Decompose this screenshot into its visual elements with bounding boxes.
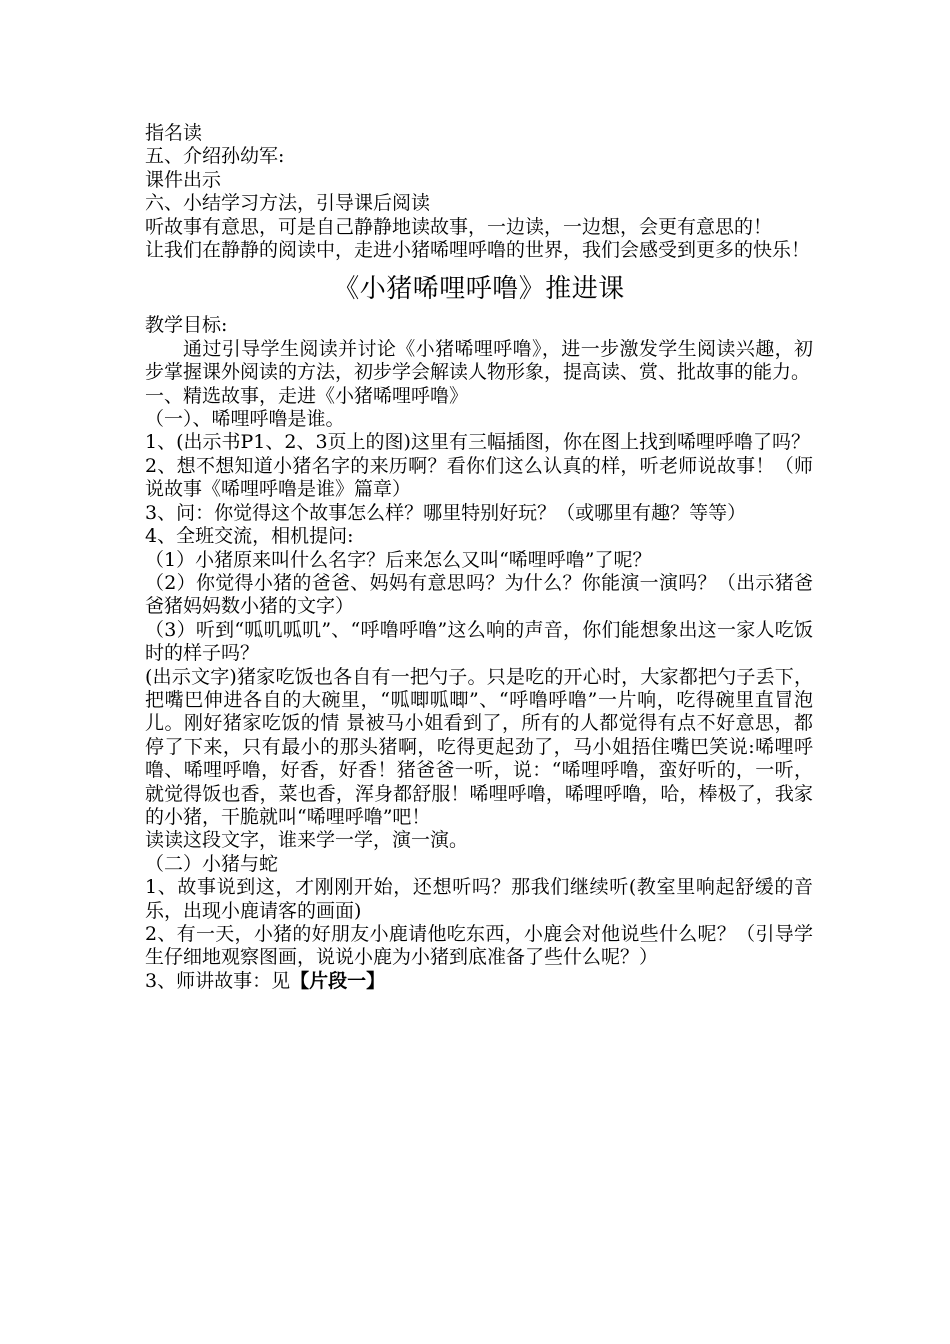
step-2-1: 1、故事说到这，才刚刚开始，还想听吗？那我们继续听(教室里响起舒缓的音乐，出现小鹿请客的画面) bbox=[145, 876, 813, 922]
intro-line-4: 六、小结学习方法，引导课后阅读 bbox=[145, 192, 431, 215]
question-1: （1）小猪原来叫什么名字？后来怎么又叫“唏哩呼噜”了呢？ bbox=[145, 548, 652, 571]
question-3: （3）听到“呱叽呱叽”、“呼噜呼噜”这么响的声音，你们能想象出这一家人吃饭时的样子吗？ bbox=[145, 618, 813, 665]
intro-line-1: 指名读 bbox=[145, 122, 203, 144]
step-2: 2、想不想知道小猪名字的来历啊？看你们这么认真的样，听老师说故事！（师说故事《唏哩呼噜是谁》篇章） bbox=[145, 454, 813, 501]
intro-paragraph-5: 听故事有意思，可是自己静静地读故事，一边读，一边想，会更有意思的！ bbox=[145, 215, 773, 238]
document-page bbox=[145, 122, 813, 993]
step-3: 3、问：你觉得这个故事怎么样？哪里特别好玩？（或哪里有趣？等等） bbox=[145, 501, 747, 524]
step-4: 4、全班交流，相机提问: bbox=[145, 525, 354, 548]
intro-line-2: 五、介绍孙幼军: bbox=[145, 145, 285, 168]
step-2-3-text: 3、师讲故事：见 bbox=[145, 969, 291, 992]
goal-text: 通过引导学生阅读并讨论《小猪唏哩呼噜》，进一步激发学生阅读兴趣，初步掌握课外阅读的方法，初步学会解读人物形象，提高读、赏、批故事的能力。 bbox=[145, 337, 813, 384]
story-excerpt: (出示文字)猪家吃饭也各自有一把勺子。只是吃的开心时，大家都把勺子丢下，把嘴巴伸进各自的大碗里，“呱唧呱唧”、“呼噜呼噜”一片响，吃得碗里直冒泡儿。刚好猪家吃饭的情 景被马小姐看到了，所有的人都觉得有点不好意思，都停了下来，只有最小的那头猪啊，吃得更起劲了，马小姐捂住嘴巴笑说:唏哩呼噜、唏哩呼噜，好香，好香！猪爸爸一听，说：“唏哩呼噜，蛮好听的，一听，就觉得饭也香，菜也香，浑身都舒服！唏哩呼噜，唏哩呼噜，哈，棒极了，我家的小猪，干脆就叫“唏哩呼噜”吧！ bbox=[145, 665, 813, 828]
goal-heading: 教学目标: bbox=[145, 314, 228, 337]
intro-line-3: 课件出示 bbox=[145, 168, 222, 191]
question-2: （2）你觉得小猪的爸爸、妈妈有意思吗？为什么？你能演一演吗？（出示猪爸爸猪妈妈数小猪的文字） bbox=[145, 571, 813, 618]
step-2-3 bbox=[145, 970, 813, 993]
step-1: 1、(出示书P1、2、3页上的图)这里有三幅插图，你在图上找到唏哩呼噜了吗？ bbox=[145, 431, 810, 454]
read-aloud-instruction: 读读这段文字，谁来学一学，演一演。 bbox=[145, 829, 469, 852]
step-2-2: 2、有一天，小猪的好朋友小鹿请他吃东西，小鹿会对他说些什么呢？（引导学生仔细地观察图画，说说小鹿为小猪到底准备了些什么呢？） bbox=[145, 923, 813, 969]
section-one-heading: 一、精选故事，走进《小猪唏哩呼噜》 bbox=[145, 384, 469, 407]
subsection-two-heading: （二）小猪与蛇 bbox=[145, 852, 279, 875]
intro-paragraph-6: 让我们在静静的阅读中，走进小猪唏哩呼噜的世界，我们会感受到更多的快乐！ bbox=[145, 239, 811, 262]
subsection-one-heading: （一）、唏哩呼噜是谁。 bbox=[145, 408, 345, 431]
lesson-title: 《小猪唏哩呼噜》推进课 bbox=[333, 274, 625, 305]
fragment-reference: 【片段一】 bbox=[290, 969, 386, 992]
